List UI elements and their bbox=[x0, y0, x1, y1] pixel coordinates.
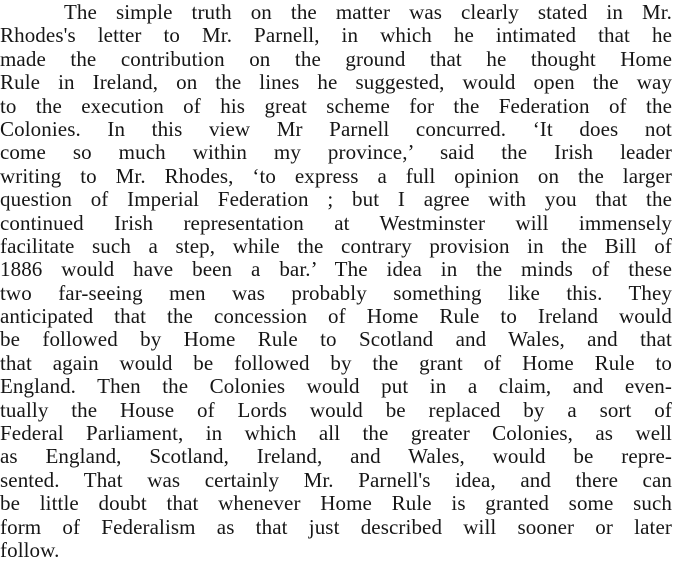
text-line: anticipated that the concession of Home Rule to Ireland would bbox=[0, 304, 672, 329]
text-line: be little doubt that whenever Home Rule is granted some such bbox=[0, 491, 672, 516]
text-line: England. Then the Colonies would put in a claim, and even- bbox=[0, 374, 672, 399]
text-line: continued Irish representation at Westminster will immensely bbox=[0, 210, 672, 235]
text-line: follow. bbox=[0, 537, 60, 562]
text-line: that again would be followed by the grant of Home Rule to bbox=[0, 350, 672, 375]
text-line: made the contribution on the ground that he thought Home bbox=[0, 46, 672, 71]
text-line: be followed by Home Rule to Scotland and Wales, and that bbox=[0, 327, 672, 352]
text-line: Colonies. In this view Mr Parnell concurred. ‘It does not bbox=[0, 116, 672, 141]
text-line: 1886 would have been a bar.’ The idea in the minds of these bbox=[0, 257, 672, 282]
text-line: writing to Mr. Rhodes, ‘to express a full opinion on the larger bbox=[0, 163, 672, 188]
text-line: Rule in Ireland, on the lines he suggested, would open the way bbox=[0, 70, 672, 95]
text-line: Rhodes's letter to Mr. Parnell, in which he intimated that he bbox=[0, 23, 672, 48]
text-line: tually the House of Lords would be replaced by a sort of bbox=[0, 397, 672, 422]
text-line: to the execution of his great scheme for the Federation of the bbox=[0, 93, 672, 118]
body-paragraph bbox=[0, 1, 676, 562]
text-line: come so much within my province,’ said the Irish leader bbox=[0, 140, 672, 165]
text-line: The simple truth on the matter was clearly stated in Mr. bbox=[64, 0, 672, 24]
text-line: Federal Parliament, in which all the greater Colonies, as well bbox=[0, 421, 672, 446]
text-line: two far-seeing men was probably something like this. They bbox=[0, 280, 672, 305]
text-line: facilitate such a step, while the contrary provision in the Bill of bbox=[0, 233, 672, 258]
text-line: question of Imperial Federation ; but I agree with you that the bbox=[0, 187, 672, 212]
text-line: form of Federalism as that just described will sooner or later bbox=[0, 514, 672, 539]
text-line: sented. That was certainly Mr. Parnell's idea, and there can bbox=[0, 467, 672, 492]
text-line: as England, Scotland, Ireland, and Wales, would be repre- bbox=[0, 444, 672, 469]
